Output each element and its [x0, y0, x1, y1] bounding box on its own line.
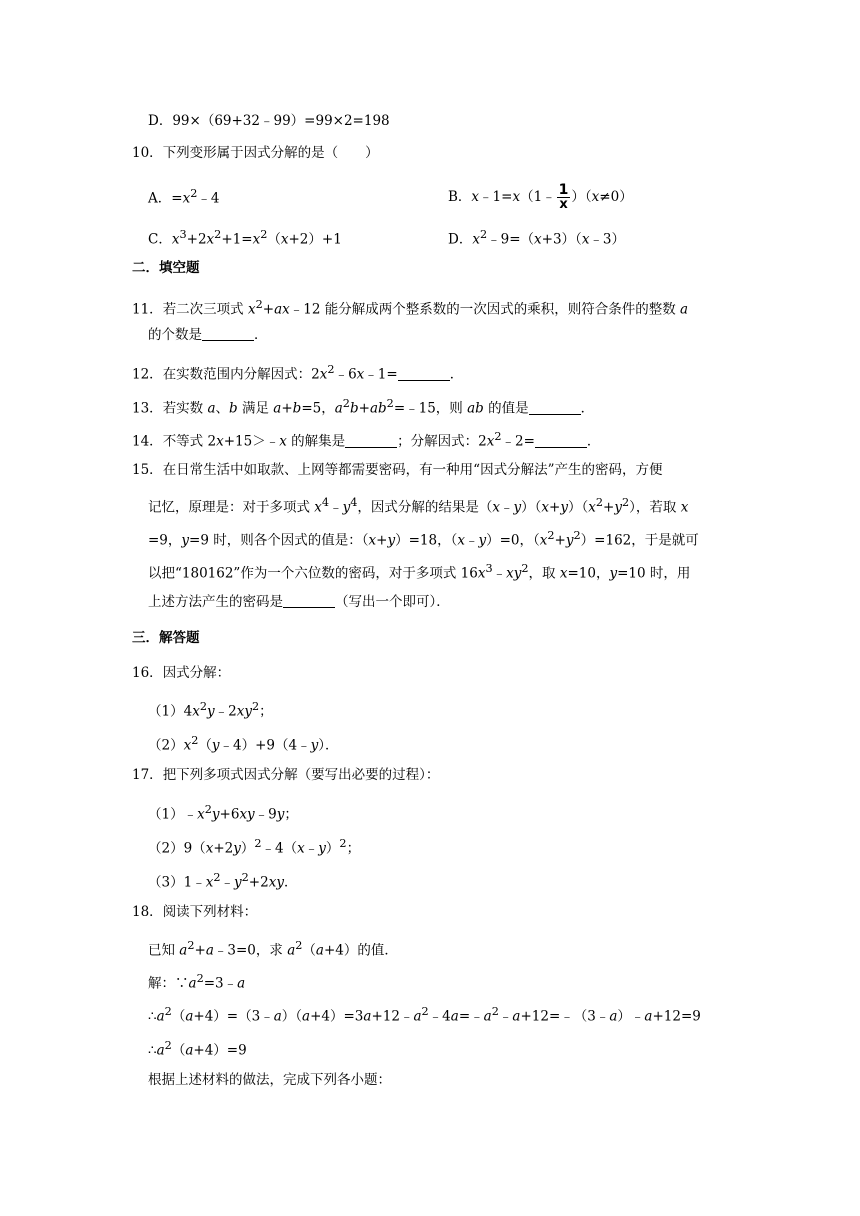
q17-part3: $(3)1﹣x^2﹣y^2+2xy$．: [148, 871, 298, 891]
q10-option-a: A．$=x^2﹣4$: [148, 187, 220, 207]
q13: 13．若实数 a、b 满足 a+b=5，$a^2b+ab^2=﹣15$，则 ab 的值是 ．: [132, 397, 595, 417]
section-fill-in-title: 二．填空题: [132, 260, 200, 276]
q18-solution-line1: 解：$\because a^2=3﹣a$: [148, 972, 246, 992]
q10-option-d: D．$x^2﹣9=(x+3)(x﹣3)$: [448, 228, 626, 248]
q15-line2: 记忆，原理是：对于多项式 $x^4﹣y^4$，因式分解的结果是$(x﹣y)(x+y)(x^2+y^2)$，若取 x: [148, 496, 689, 516]
q18-solution-line2: $\therefore a^2(a+4)=(3﹣a)(a+4)=3a+12﹣a^2﹣4a=﹣a^2﹣a+12=﹣(3﹣a)﹣a+12=9$: [148, 1005, 701, 1025]
q9-option-d: D．99×（69+32﹣99）=99×2=198: [148, 113, 390, 129]
q14: 14．不等式 2x+15＞﹣x 的解集是 ；分解因式：$2x^2﹣2=$ ．: [132, 430, 601, 450]
answer-blank: [535, 433, 587, 448]
q16-part1: $(1)4x^2y﹣2xy^2$；: [148, 700, 273, 720]
q12: 12．在实数范围内分解因式：$2x^2﹣6x﹣1=$ ．: [132, 363, 464, 383]
q11-line1: 11．若二次三项式 $x^2+ax﹣12$ 能分解成两个整系数的一次因式的乘积，则符合条件的整数 a: [132, 298, 689, 318]
q18-instruction: 根据上述材料的做法，完成下列各小题：: [148, 1072, 391, 1088]
q15-line5: 上述方法产生的密码是 （写出一个即可）．: [148, 594, 450, 610]
answer-blank: [202, 326, 254, 341]
q15-line1: 15．在日常生活中如取款、上网等都需要密码，有一种用“因式分解法”产生的密码，方便: [132, 462, 663, 478]
answer-blank: [345, 433, 397, 448]
q17-part1: $(1)﹣x^2y+6xy﹣9y$；: [148, 803, 298, 823]
answer-blank: [529, 400, 581, 415]
q16-part2: $(2)x^2(y﹣4)+9(4﹣y)$．: [148, 734, 339, 754]
q18-stem: 18．阅读下列材料：: [132, 904, 258, 920]
q15-line4: 以把“180162”作为一个六位数的密码，对于多项式 $16x^3﹣xy^2$，取 x=10，y=10 时，用: [148, 562, 691, 582]
q16-stem: 16．因式分解：: [132, 665, 231, 681]
q10-option-c: C．$x^3+2x^2+1=x^2(x+2)+1$: [148, 228, 342, 248]
q10-stem: 10．下列变形属于因式分解的是（ ）: [132, 145, 379, 161]
answer-blank: [283, 593, 335, 608]
section-answer-title: 三．解答题: [132, 630, 200, 646]
q18-given: 已知 $a^2+a﹣3=0$，求 $a^2(a+4)$的值．: [148, 939, 398, 959]
q17-stem: 17．把下列多项式因式分解（要写出必要的过程）：: [132, 767, 440, 783]
answer-blank: [398, 366, 450, 381]
fraction: $\frac{1}{x}$: [558, 182, 569, 212]
q11-line2: 的个数是 ．: [148, 327, 268, 343]
q17-part2: $(2)9(x+2y)^2﹣4(x﹣y)^2$；: [148, 837, 361, 857]
q10-option-b: B．x﹣1=x（1﹣ $\frac{1}{x}$ ）（x≠0）: [448, 182, 633, 212]
q18-solution-line3: $\therefore a^2(a+4)=9$: [148, 1039, 247, 1059]
q15-line3: =9，y=9 时，则各个因式的值是：（x+y）=18，（x﹣y）=0，$(x^2+y^2)=162$，于是就可: [148, 529, 699, 549]
